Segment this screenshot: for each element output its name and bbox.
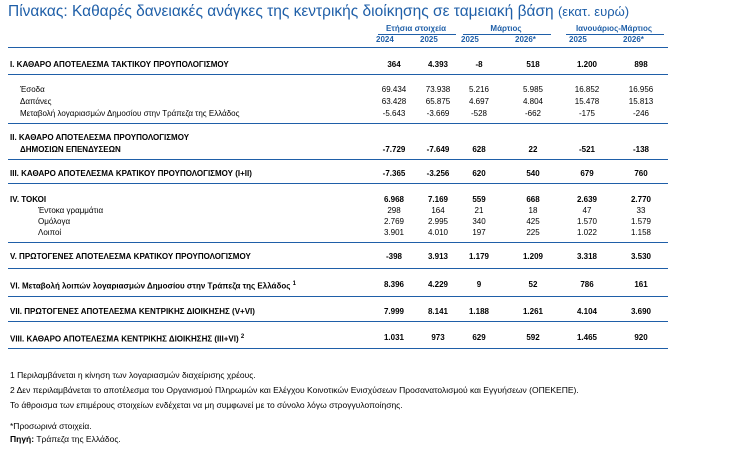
cell-value: 161 bbox=[634, 280, 648, 289]
cell-value: 4.229 bbox=[427, 280, 449, 289]
cell-value: 65.875 bbox=[425, 97, 451, 106]
row-rule bbox=[8, 183, 668, 184]
cell-value: 5.216 bbox=[468, 85, 490, 94]
cell-value: 364 bbox=[387, 60, 401, 69]
source-text: Τράπεζα της Ελλάδος. bbox=[36, 434, 121, 444]
table-row bbox=[0, 205, 732, 216]
cell-value: 4.010 bbox=[427, 228, 449, 237]
cell-value: 5.985 bbox=[522, 85, 544, 94]
footnote: 2 Δεν περιλαμβάνεται το αποτέλεσμα του Οργανισμού Πληρωμών και Ελέγχου Κοινοτικών Ενισχύσεων Προσανατολισμού και Εγγυήσεων (ΟΠΕΚΕΠΕ). bbox=[10, 385, 579, 395]
table-row bbox=[0, 144, 732, 155]
cell-value: 1.209 bbox=[522, 252, 544, 261]
cell-value: -8 bbox=[475, 60, 483, 69]
header-year: 2026* bbox=[623, 35, 644, 44]
row-label: VII. ΠΡΩΤΟΓΕΝΕΣ ΑΠΟΤΕΛΕΣΜΑ ΚΕΝΤΡΙΚΗΣ ΔΙΟΙΚΗΣΗΣ (V+VI) bbox=[10, 307, 255, 316]
table-row bbox=[0, 251, 732, 262]
table-row bbox=[0, 279, 732, 290]
footnote-marker: 1 bbox=[292, 281, 296, 287]
cell-value: 4.393 bbox=[427, 60, 449, 69]
cell-value: 540 bbox=[526, 169, 540, 178]
header-group-jan-mar: Ιανουάριος-Μάρτιος bbox=[575, 24, 653, 33]
header-year: 2026* bbox=[515, 35, 536, 44]
cell-value: -175 bbox=[578, 109, 595, 118]
cell-value: 7.169 bbox=[427, 195, 449, 204]
footnote: Το άθροισμα των επιμέρους στοιχείων ενδέχεται να μη συμφωνεί με το σύνολο λόγω στρογγυλοποίησης. bbox=[10, 400, 403, 410]
table-row bbox=[0, 332, 732, 343]
cell-value: 52 bbox=[528, 280, 538, 289]
cell-value: 898 bbox=[634, 60, 648, 69]
row-label-text: VIII. ΚΑΘΑΡΟ ΑΠΟΤΕΛΕΣΜΑ ΚΕΝΤΡΙΚΗΣ ΔΙΟΙΚΗΣΗΣ (III+VI) bbox=[10, 334, 239, 344]
row-label: II. ΚΑΘΑΡΟ ΑΠΟΤΕΛΕΣΜΑ ΠΡΟΥΠΟΛΟΓΙΣΜΟΥ bbox=[10, 133, 190, 142]
cell-value: 2.769 bbox=[383, 217, 405, 226]
cell-value: 15.478 bbox=[574, 97, 600, 106]
row-rule bbox=[8, 296, 668, 297]
row-rule bbox=[8, 321, 668, 322]
cell-value: 9 bbox=[476, 280, 482, 289]
header-group-annual: Ετήσια στοιχεία bbox=[385, 24, 447, 33]
header-year: 2025 bbox=[420, 35, 438, 44]
cell-value: 518 bbox=[526, 60, 540, 69]
cell-value: 47 bbox=[582, 206, 592, 215]
cell-value: 21 bbox=[474, 206, 484, 215]
cell-value: -528 bbox=[470, 109, 487, 118]
row-label-continued: ΔΗΜΟΣΙΩΝ ΕΠΕΝΔΥΣΕΩΝ bbox=[20, 145, 121, 154]
table-row bbox=[0, 84, 732, 95]
table-title bbox=[8, 3, 629, 21]
row-label: I. ΚΑΘΑΡΟ ΑΠΟΤΕΛΕΣΜΑ ΤΑΚΤΙΚΟΥ ΠΡΟΥΠΟΛΟΓΙΣΜΟΥ bbox=[10, 60, 229, 69]
cell-value: 340 bbox=[472, 217, 486, 226]
cell-value: 620 bbox=[472, 169, 486, 178]
title-unit: (εκατ. ευρώ) bbox=[557, 4, 630, 19]
cell-value: 668 bbox=[526, 195, 540, 204]
cell-value: 1.200 bbox=[576, 60, 598, 69]
cell-value: 69.434 bbox=[381, 85, 407, 94]
row-label bbox=[10, 332, 244, 345]
row-rule bbox=[8, 242, 668, 243]
row-label-text: VI. Μεταβολή λοιπών λογαριασμών Δημοσίου στην Τράπεζα της Ελλάδος bbox=[10, 281, 291, 291]
cell-value: 920 bbox=[634, 333, 648, 342]
cell-value: 4.697 bbox=[468, 97, 490, 106]
row-label: V. ΠΡΩΤΟΓΕΝΕΣ ΑΠΟΤΕΛΕΣΜΑ ΚΡΑΤΙΚΟΥ ΠΡΟΥΠΟΛΟΓΙΣΜΟΥ bbox=[10, 252, 251, 261]
table-row bbox=[0, 59, 732, 70]
cell-value: -246 bbox=[632, 109, 649, 118]
table-row bbox=[0, 96, 732, 107]
cell-value: 1.158 bbox=[630, 228, 652, 237]
cell-value: 7.999 bbox=[383, 307, 405, 316]
cell-value: 1.579 bbox=[630, 217, 652, 226]
cell-value: 2.770 bbox=[630, 195, 652, 204]
cell-value: 15.813 bbox=[628, 97, 654, 106]
cell-value: 298 bbox=[387, 206, 401, 215]
source-label: Πηγή: bbox=[10, 434, 35, 444]
cell-value: 16.852 bbox=[574, 85, 600, 94]
cell-value: 225 bbox=[526, 228, 540, 237]
cell-value: -662 bbox=[524, 109, 541, 118]
header-group-march: Μάρτιος bbox=[490, 24, 522, 33]
cell-value: -138 bbox=[632, 145, 649, 154]
cell-value: -3.669 bbox=[426, 109, 450, 118]
cell-value: -7.729 bbox=[382, 145, 406, 154]
footnote: 1 Περιλαμβάνεται η κίνηση των λογαριασμών διαχείρισης χρέους. bbox=[10, 370, 256, 380]
footnote-marker: 2 bbox=[240, 334, 245, 340]
row-label: Δαπάνες bbox=[20, 97, 52, 106]
row-rule bbox=[8, 159, 668, 160]
row-label: III. ΚΑΘΑΡΟ ΑΠΟΤΕΛΕΣΜΑ ΚΡΑΤΙΚΟΥ ΠΡΟΥΠΟΛΟΓΙΣΜΟΥ (I+II) bbox=[10, 169, 252, 178]
table-row bbox=[0, 227, 732, 238]
source-note bbox=[10, 434, 121, 444]
cell-value: 164 bbox=[431, 206, 445, 215]
cell-value: -3.256 bbox=[426, 169, 450, 178]
cell-value: 8.396 bbox=[383, 280, 405, 289]
cell-value: 559 bbox=[472, 195, 486, 204]
cell-value: 1.570 bbox=[576, 217, 598, 226]
cell-value: 679 bbox=[580, 169, 594, 178]
cell-value: 786 bbox=[580, 280, 594, 289]
table-row bbox=[0, 168, 732, 179]
cell-value: -398 bbox=[385, 252, 402, 261]
cell-value: 628 bbox=[472, 145, 486, 154]
row-rule bbox=[8, 268, 668, 269]
row-rule bbox=[8, 123, 668, 124]
cell-value: 8.141 bbox=[427, 307, 449, 316]
cell-value: 629 bbox=[472, 333, 486, 342]
cell-value: 592 bbox=[526, 333, 540, 342]
footnote: *Προσωρινά στοιχεία. bbox=[10, 421, 92, 431]
cell-value: 1.188 bbox=[468, 307, 490, 316]
header-year: 2024 bbox=[376, 35, 394, 44]
cell-value: 16.956 bbox=[628, 85, 654, 94]
cell-value: 2.639 bbox=[576, 195, 598, 204]
cell-value: 3.901 bbox=[383, 228, 405, 237]
table-row bbox=[0, 194, 732, 205]
cell-value: 4.104 bbox=[576, 307, 598, 316]
header-year: 2025 bbox=[569, 35, 587, 44]
cell-value: 1.031 bbox=[383, 333, 405, 342]
cell-value: 6.968 bbox=[383, 195, 405, 204]
cell-value: 3.530 bbox=[630, 252, 652, 261]
cell-value: 1.179 bbox=[468, 252, 490, 261]
cell-value: 18 bbox=[528, 206, 538, 215]
row-label: Μεταβολή λογαριασμών Δημοσίου στην Τράπεζα της Ελλάδος bbox=[20, 109, 240, 118]
cell-value: -521 bbox=[578, 145, 595, 154]
cell-value: -7.649 bbox=[426, 145, 450, 154]
row-label: Έντοκα γραμμάτια bbox=[38, 206, 104, 215]
cell-value: 973 bbox=[431, 333, 445, 342]
cell-value: -7.365 bbox=[382, 169, 406, 178]
header-year: 2025 bbox=[461, 35, 479, 44]
cell-value: -5.643 bbox=[382, 109, 406, 118]
cell-value: 760 bbox=[634, 169, 648, 178]
cell-value: 3.318 bbox=[576, 252, 598, 261]
cell-value: 4.804 bbox=[522, 97, 544, 106]
row-label: Ομόλογα bbox=[38, 217, 71, 226]
cell-value: 22 bbox=[528, 145, 538, 154]
table-bottom-rule bbox=[8, 348, 668, 349]
row-label: Λοιποί bbox=[38, 228, 62, 237]
row-rule bbox=[8, 74, 668, 75]
table-row bbox=[0, 132, 732, 143]
cell-value: 63.428 bbox=[381, 97, 407, 106]
cell-value: 1.022 bbox=[576, 228, 598, 237]
row-label: IV. ΤΟΚΟΙ bbox=[10, 195, 47, 204]
row-label: Έσοδα bbox=[20, 85, 45, 94]
cell-value: 73.938 bbox=[425, 85, 451, 94]
header-rule bbox=[8, 47, 668, 48]
cell-value: 197 bbox=[472, 228, 486, 237]
table-row bbox=[0, 108, 732, 119]
cell-value: 3.913 bbox=[427, 252, 449, 261]
cell-value: 3.690 bbox=[630, 307, 652, 316]
table-row bbox=[0, 216, 732, 227]
cell-value: 2.995 bbox=[427, 217, 449, 226]
cell-value: 33 bbox=[636, 206, 646, 215]
title-main: Πίνακας: Καθαρές δανειακές ανάγκες της κεντρικής διοίκησης σε ταμειακή βάση bbox=[8, 3, 554, 20]
table-row bbox=[0, 306, 732, 317]
cell-value: 1.261 bbox=[522, 307, 544, 316]
cell-value: 1.465 bbox=[576, 333, 598, 342]
row-label bbox=[10, 279, 296, 292]
cell-value: 425 bbox=[526, 217, 540, 226]
